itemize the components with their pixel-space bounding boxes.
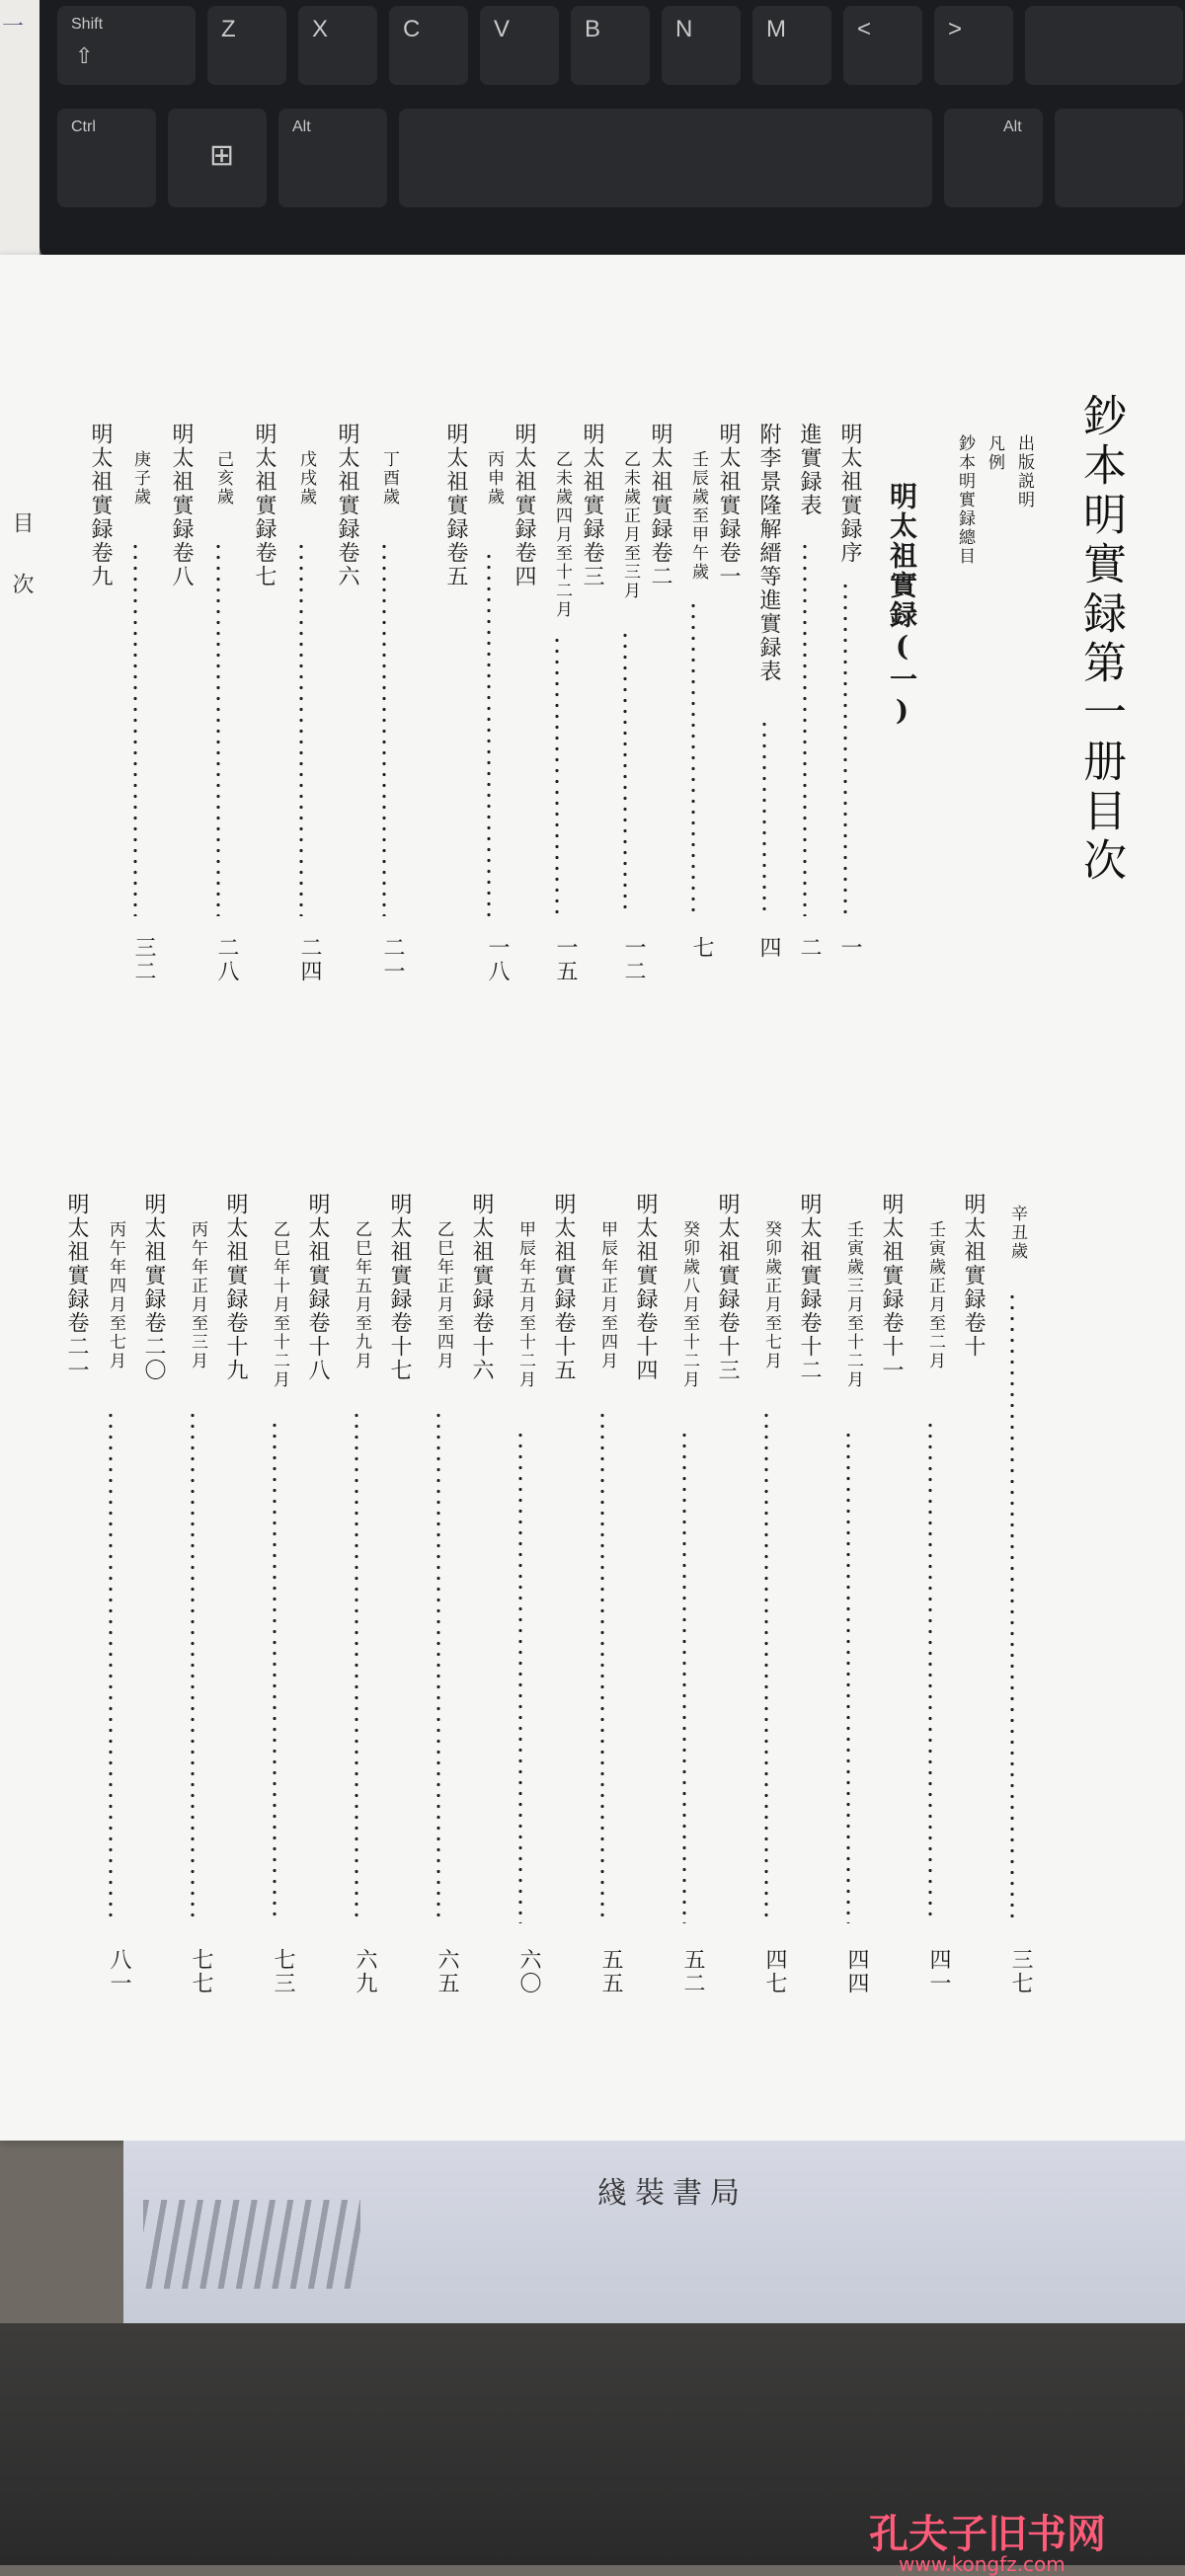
toc-sub: 乙未歲正月至三月 (620, 450, 640, 600)
toc-label: 附李景隆解縉等進實録表 (756, 423, 781, 683)
right-shift-key (1025, 6, 1183, 85)
toc-label: 明太祖實録卷二一 (64, 1193, 89, 1382)
ctrl-key (57, 109, 156, 207)
key-label: Ctrl (71, 118, 96, 135)
key-label: Alt (1003, 118, 1022, 135)
leader-dots (299, 541, 303, 916)
toc-label: 明太祖實録卷十九 (223, 1193, 248, 1382)
key-label: V (494, 16, 511, 42)
toc-label: 明太祖實録卷十七 (387, 1193, 412, 1382)
leader-dots (109, 1410, 113, 1923)
toc-sub: 丙午年正月至三月 (188, 1220, 207, 1370)
toc-sub: 壬寅歲三月至十二月 (843, 1220, 863, 1389)
toc-label: 明太祖實録卷十八 (305, 1193, 330, 1382)
toc-sub: 丙申歲 (484, 450, 504, 507)
key-label: < (857, 16, 872, 42)
toc-label: 明太祖實録卷十四 (633, 1193, 658, 1382)
toc-page-number: 七七 (189, 1948, 213, 1995)
toc-label: 明太祖實録卷三 (580, 423, 604, 588)
leader-dots (191, 1410, 195, 1923)
book-cover (123, 2141, 1185, 2323)
toc-page-number: 一二 (621, 936, 646, 983)
leader-dots (803, 541, 807, 916)
section-heading: 明太祖實録(一) (886, 482, 918, 729)
toc-label: 明太祖實録卷五 (443, 423, 468, 588)
comma-key (843, 6, 922, 85)
key-label: N (675, 16, 693, 42)
windows-logo-icon: ⊞ (209, 139, 235, 172)
leader-dots (600, 1410, 604, 1923)
toc-sub: 甲辰年五月至十二月 (515, 1220, 535, 1389)
leader-dots (355, 1410, 358, 1923)
toc-page-number: 二四 (297, 936, 322, 983)
toc-sub: 丁酉歲 (379, 450, 399, 507)
toc-sub: 庚子歲 (130, 450, 150, 507)
entry-general-index: 鈔本明實録總目 (955, 434, 975, 566)
leader-dots (487, 551, 491, 916)
toc-label: 明太祖實録序 (837, 423, 862, 565)
alt-key (278, 109, 387, 207)
toc-sub: 辛丑歲 (1007, 1205, 1027, 1261)
toc-page-number: 二一 (380, 936, 405, 983)
m-key (752, 6, 831, 85)
toc-page-number: 四四 (844, 1948, 869, 1995)
toc-page-number: 三二 (131, 936, 156, 983)
toc-page-number: 四一 (926, 1948, 951, 1995)
key-label: Shift (71, 16, 104, 33)
leader-dots (928, 1420, 932, 1923)
toc-label: 明太祖實録卷四 (512, 423, 536, 588)
period-key (934, 6, 1013, 85)
key-label: > (948, 16, 963, 42)
leader-dots (691, 600, 695, 916)
book-page (0, 255, 1185, 2141)
desk-background (0, 0, 40, 262)
toc-page-number: 三七 (1008, 1948, 1033, 1995)
toc-label: 明太祖實録卷一 (716, 423, 741, 588)
toc-sub: 乙巳年十月至十二月 (270, 1220, 289, 1389)
leader-dots (518, 1430, 522, 1923)
toc-label: 明太祖實録卷十二 (797, 1193, 822, 1382)
leader-dots (216, 541, 220, 916)
toc-sub: 丙午年四月至七月 (106, 1220, 125, 1370)
toc-sub: 戊戌歲 (296, 450, 316, 507)
toc-sub: 乙巳年正月至四月 (434, 1220, 453, 1370)
toc-sub: 壬辰歲至甲午歲 (688, 450, 708, 582)
toc-page-number: 一五 (553, 936, 578, 983)
watermark-url: www.kongfz.com (899, 2552, 1066, 2576)
toc-page-number: 二八 (214, 936, 239, 983)
toc-label: 明太祖實録卷七 (252, 423, 276, 588)
toc-page-number: 七 (689, 936, 714, 960)
toc-page-number: 二 (797, 936, 822, 960)
toc-label: 明太祖實録卷十五 (551, 1193, 576, 1382)
toc-label: 明太祖實録卷六 (335, 423, 359, 588)
windows-key (168, 109, 267, 207)
toc-page-number: 五二 (680, 1948, 705, 1995)
leader-dots (843, 581, 847, 916)
key-label: B (585, 16, 601, 42)
right-key (1055, 109, 1183, 207)
keyboard (40, 0, 1185, 262)
leader-dots (764, 1410, 768, 1923)
page-title: 鈔本明實録第一册目次 (1075, 393, 1126, 887)
toc-sub: 癸卯歲正月至七月 (761, 1220, 781, 1370)
handwriting-mark: 一 (2, 15, 25, 39)
toc-page-number: 六〇 (516, 1948, 541, 1995)
toc-label: 明太祖實録卷十 (961, 1193, 986, 1359)
watermark-brand: 孔夫子旧书网 (869, 2512, 1106, 2557)
toc-label: 明太祖實録卷二 (648, 423, 672, 588)
key-label: X (312, 16, 329, 42)
publisher-name: 綫裝書局 (597, 2176, 748, 2211)
toc-sub: 己亥歲 (213, 450, 233, 507)
z-key (207, 6, 286, 85)
leader-dots (555, 635, 559, 916)
shift-key (57, 6, 196, 85)
toc-page-number: 六九 (353, 1948, 377, 1995)
x-key (298, 6, 377, 85)
key-label: Alt (292, 118, 311, 135)
n-key (662, 6, 741, 85)
toc-sub: 癸卯歲八月至十二月 (679, 1220, 699, 1389)
toc-sub: 乙未歲四月至十二月 (552, 450, 572, 619)
leader-dots (133, 541, 137, 916)
toc-page-number: 四七 (762, 1948, 787, 1995)
leader-dots (382, 541, 386, 916)
toc-sub: 甲辰年正月至四月 (597, 1220, 617, 1370)
key-label: M (766, 16, 786, 42)
cover-ink-pattern (143, 2200, 360, 2289)
toc-label: 明太祖實録卷十三 (715, 1193, 740, 1382)
leader-dots (682, 1430, 686, 1923)
toc-label: 明太祖實録卷九 (88, 423, 113, 588)
toc-label: 明太祖實録卷二〇 (141, 1193, 166, 1382)
leader-dots (846, 1430, 850, 1923)
toc-page-number: 八一 (107, 1948, 131, 1995)
toc-label: 明太祖實録卷十一 (879, 1193, 904, 1382)
toc-page-number: 四 (756, 936, 781, 960)
key-label: C (403, 16, 421, 42)
right-alt-key (944, 109, 1043, 207)
toc-label: 明太祖實録卷十六 (469, 1193, 494, 1382)
toc-page-number: 一八 (485, 936, 510, 983)
leader-dots (623, 630, 627, 916)
toc-label: 進實録表 (797, 423, 822, 517)
entry-fanli: 凡例 (985, 434, 1004, 472)
v-key (480, 6, 559, 85)
b-key (571, 6, 650, 85)
margin-label: 目次 (9, 511, 34, 634)
toc-page-number: 五五 (598, 1948, 623, 1995)
toc-sub: 乙巳年五月至九月 (352, 1220, 371, 1370)
toc-label: 明太祖實録卷八 (169, 423, 194, 588)
toc-page-number: 六五 (434, 1948, 459, 1995)
c-key (389, 6, 468, 85)
toc-page-number: 一 (837, 936, 862, 960)
toc-page-number: 七三 (271, 1948, 295, 1995)
shift-arrow-icon: ⇧ (75, 43, 94, 68)
leader-dots (762, 719, 766, 916)
leader-dots (436, 1410, 440, 1923)
entry-preface: 出版説明 (1014, 434, 1034, 509)
key-label: Z (221, 16, 236, 42)
leader-dots (273, 1420, 276, 1923)
leader-dots (1010, 1291, 1014, 1923)
toc-sub: 壬寅歲正月至二月 (925, 1220, 945, 1370)
space-key (399, 109, 932, 207)
